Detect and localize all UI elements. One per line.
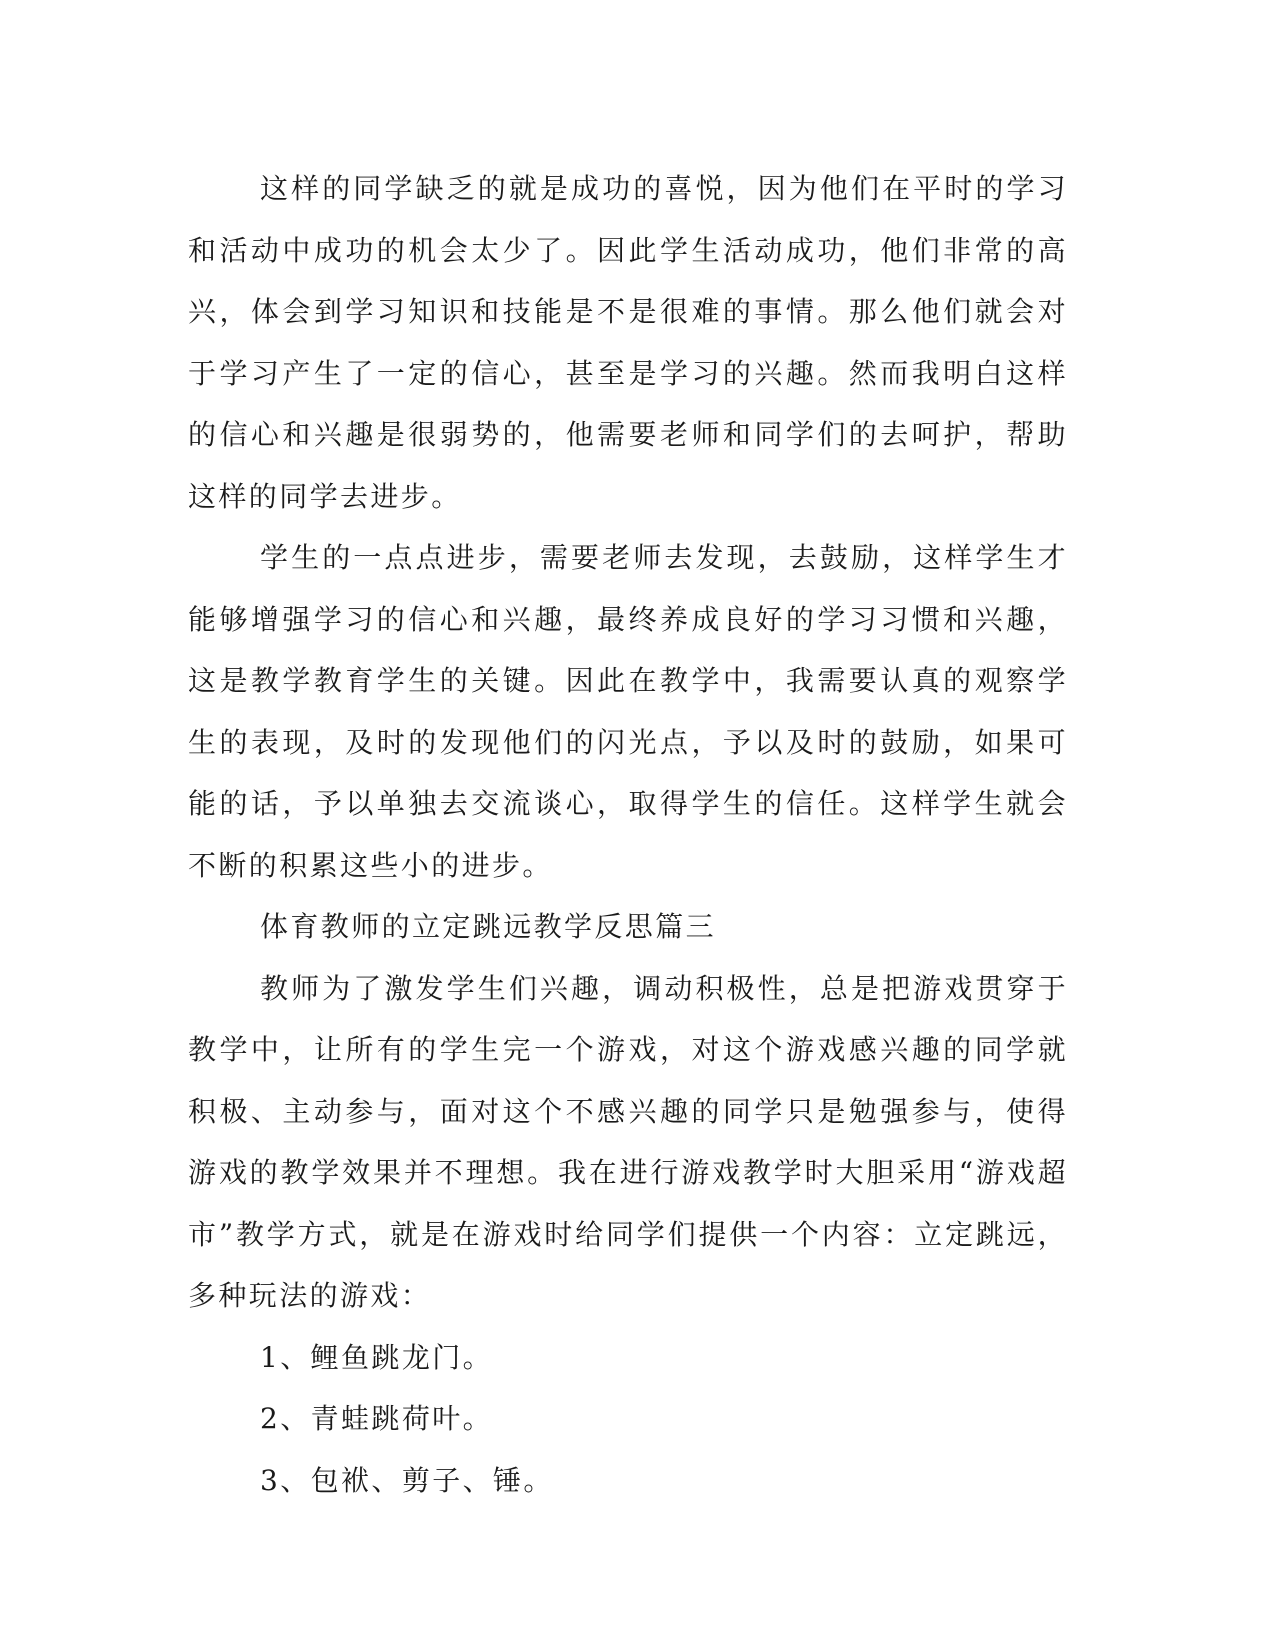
section-paragraph: 教师为了激发学生们兴趣，调动积极性，总是把游戏贯穿于教学中，让所有的学生完一个游戏，对这个游戏感兴趣的同学就积极、主动参与，面对这个不感兴趣的同学只是勉强参与，使得游戏的教学效果并不理想。我在进行游戏教学时大胆采用“游戏超市”教学方式，就是在游戏时给同学们提供一个内容：立定跳远，多种玩法的游戏： — [188, 971, 1068, 1312]
section-heading: 体育教师的立定跳远教学反思篇三 — [260, 910, 717, 943]
list-item-1: 1、鲤鱼跳龙门。 — [260, 1340, 494, 1374]
list-item-3: 3、包袱、剪子、锤。 — [260, 1463, 554, 1497]
list-item-2: 2、青蛙跳荷叶。 — [260, 1402, 494, 1435]
paragraph-1: 这样的同学缺乏的就是成功的喜悦，因为他们在平时的学习和活动中成功的机会太少了。因此学生活动成功，他们非常的高兴，体会到学习知识和技能是不是很难的事情。那么他们就会对于学习产生了一定的信心，甚至是学习的兴趣。然而我明白这样的信心和兴趣是很弱势的，他需要老师和同学们的去呵护，帮助这样的同学去进步。 — [188, 172, 1068, 513]
paragraph-2: 学生的一点点进步，需要老师去发现，去鼓励，这样学生才能够增强学习的信心和兴趣，最终养成良好的学习习惯和兴趣，这是教学教育学生的关键。因此在教学中，我需要认真的观察学生的表现，及时的发现他们的闪光点，予以及时的鼓励，如果可能的话，予以单独去交流谈心，取得学生的信任。这样学生就会不断的积累这些小的进步。 — [188, 541, 1068, 882]
document-body — [188, 158, 1068, 1511]
